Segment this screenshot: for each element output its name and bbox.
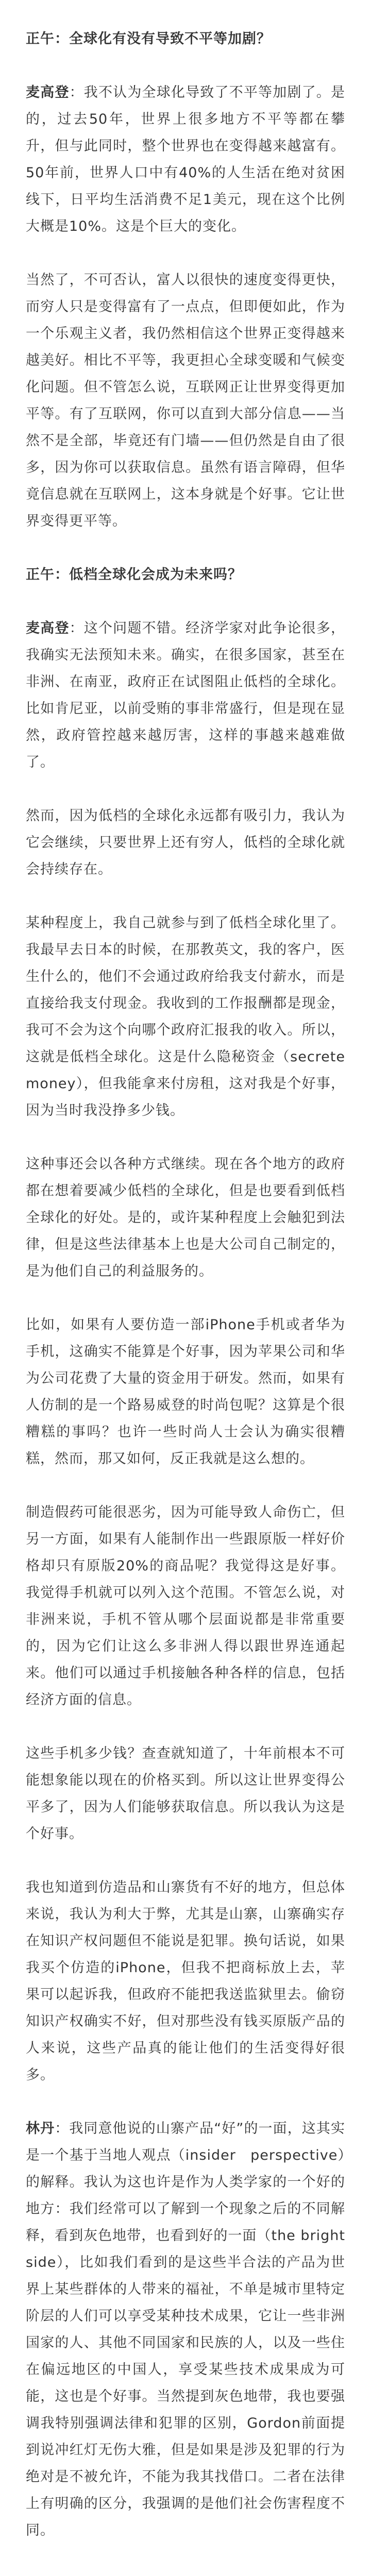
speaker-name: 林丹 — [26, 2121, 55, 2137]
paragraph-text: ：这个问题不错。经济学家对此争论很多，我确实无法预知未来。确实，在很多国家，甚至在非洲、在南亚，政府正在试图阻止低档的全球化。比如肯尼亚，以前受贿的事非常盛行，但是现在显然，政府管控越来越厉害，这样的事越来越难做了。 — [26, 620, 346, 770]
question-heading: 正午：低档全球化会成为未来吗？ — [26, 567, 242, 583]
paragraph-text: 比如，如果有人要仿造一部iPhone手机或者华为手机，这确实不能算是个好事，因为苹果公司和华为公司花费了大量的资金用于研发。然而，如果有人仿制的是一个路易威登的时尚包呢？这算是个很糟糕的事吗？也许一些时尚人士会认为确实很糟糕，然而，那又如何，反正我就是这么想的。 — [26, 1317, 345, 1467]
paragraph-text: 某种程度上，我自己就参与到了低档全球化里了。我最早去日本的时候，在那教英文，我的客户，医生什么的，他们不会通过政府给我支付薪水，而是直接给我支付现金。我收到的工作报酬都是现金，我可不会为这个向哪个政府汇报我的收入。所以，这就是低档全球化。这是什么隐秘资金（secrete money），但我能拿来付房租，这对我是个好事，因为当时我没挣多少钱。 — [26, 915, 345, 1118]
paragraph — [26, 803, 345, 883]
paragraph — [26, 615, 345, 776]
paragraph — [26, 1874, 345, 2089]
paragraph — [26, 1312, 345, 1472]
paragraph-text: 这种事还会以各种方式继续。现在各个地方的政府都在想着要减少低档的全球化，但是也要看到低档全球化的好处。是的，或许某种程度上会触犯到法律，但是这些法律基本上也是大公司自己制定的，是为他们自己的利益服务的。 — [26, 1156, 345, 1279]
paragraph — [26, 267, 345, 535]
paragraph — [26, 1499, 345, 1714]
paragraph-text: 然而，因为低档的全球化永远都有吸引力，我认为它会继续，只要世界上还有穷人，低档的全球化就会持续存在。 — [26, 808, 345, 877]
question-heading: 正午：全球化有没有导致不平等加剧？ — [26, 31, 271, 47]
paragraph — [26, 2571, 345, 2576]
paragraph-text: ：我同意他说的山寨产品“好”的一面，这其实是一个基于当地人观点（insider perspective）的解释。我认为这也许是作为人类学家的一个好的地方：我们经常可以了解到一个现象之后的不同解释，看到灰色地带，也看到好的一面（the bright side），比如我们看到的是这些半合法的产品为世界上某些群体的人带来的福祉，不单是城市里特定阶层的人们可以享受某种技术成果，它让一些非洲国家的人、其他不同国家和民族的人，以及一些住在偏远地区的中国人，享受某些技术成果成为可能，这也是个好事。当然提到灰色地带，我也要强调我特别强调法律和犯罪的区别，Gordon前面提到说冲红灯无伤大雅，但是如果是涉及犯罪的行为绝对是不被允许，不能为我其找借口。二者在法律上有明确的区分，我强调的是他们社会伤害程度不同。 — [26, 2121, 345, 2538]
paragraph — [26, 1151, 345, 1285]
paragraph — [26, 2115, 345, 2544]
paragraph-text: 当然了，不可否认，富人以很快的速度变得更快，而穷人只是变得富有了一点点，但即便如此，作为一个乐观主义者，我仍然相信这个世界正变得越来越美好。相比不平等，我更担心全球变暖和气候变化问题。但不管怎么说，互联网正让世界变得更加平等。有了互联网，你可以直到大部分信息——当然不是全部，毕竟还有门墙——但仍然是自由了很多，因为你可以获取信息。虽然有语言障碍，但华竟信息就在互联网上，这本身就是个好事。它让世界变得更平等。 — [26, 272, 345, 529]
paragraph-text: 这些手机多少钱？查查就知道了，十年前根本不可能想象能以现在的价格买到。所以这让世界变得公平多了，因为人们能够获取信息。所以我认为这是个好事。 — [26, 1745, 345, 1842]
speaker-name: 麦高登 — [26, 620, 70, 636]
paragraph — [26, 79, 345, 240]
speaker-name: 麦高登 — [26, 84, 70, 100]
paragraph — [26, 1740, 345, 1848]
paragraph — [26, 910, 345, 1124]
paragraph-text: ：我不认为全球化导致了不平等加剧了。是的，过去50年，世界上很多地方不平等都在攀升，但与此同时，整个世界也在变得越来越富有。50年前，世界人口中有40%的人生活在绝对贫困线下，日平均生活消费不足1美元，现在这个比例大概是10%。这是个巨大的变化。 — [26, 84, 346, 234]
paragraph-text: 制造假药可能很恶劣，因为可能导致人命伤亡，但另一方面，如果有人能制作出一些跟原版一样好价格却只有原版20%的商品呢？我觉得这是好事。我觉得手机就可以列入这个范围。不管怎么说，对非洲来说，手机不管从哪个层面说都是非常重要的，因为它们让这么多非洲人得以跟世界连通起来。他们可以通过手机接触各种各样的信息，包括经济方面的信息。 — [26, 1504, 345, 1708]
paragraph-text: 我也知道到仿造品和山寨货有不好的地方，但总体来说，我认为利大于弊，尤其是山寨，山寨确实存在知识产权问题但不能说是犯罪。换句话说，如果我买个仿造的iPhone，但我不把商标放上去，苹果可以起诉我，但政府不能把我送监狱里去。偷窃知识产权确实不好，但对那些没有钱买原版产品的人来说，这些产品真的能让他们的生活变得好很多。 — [26, 1879, 345, 2083]
